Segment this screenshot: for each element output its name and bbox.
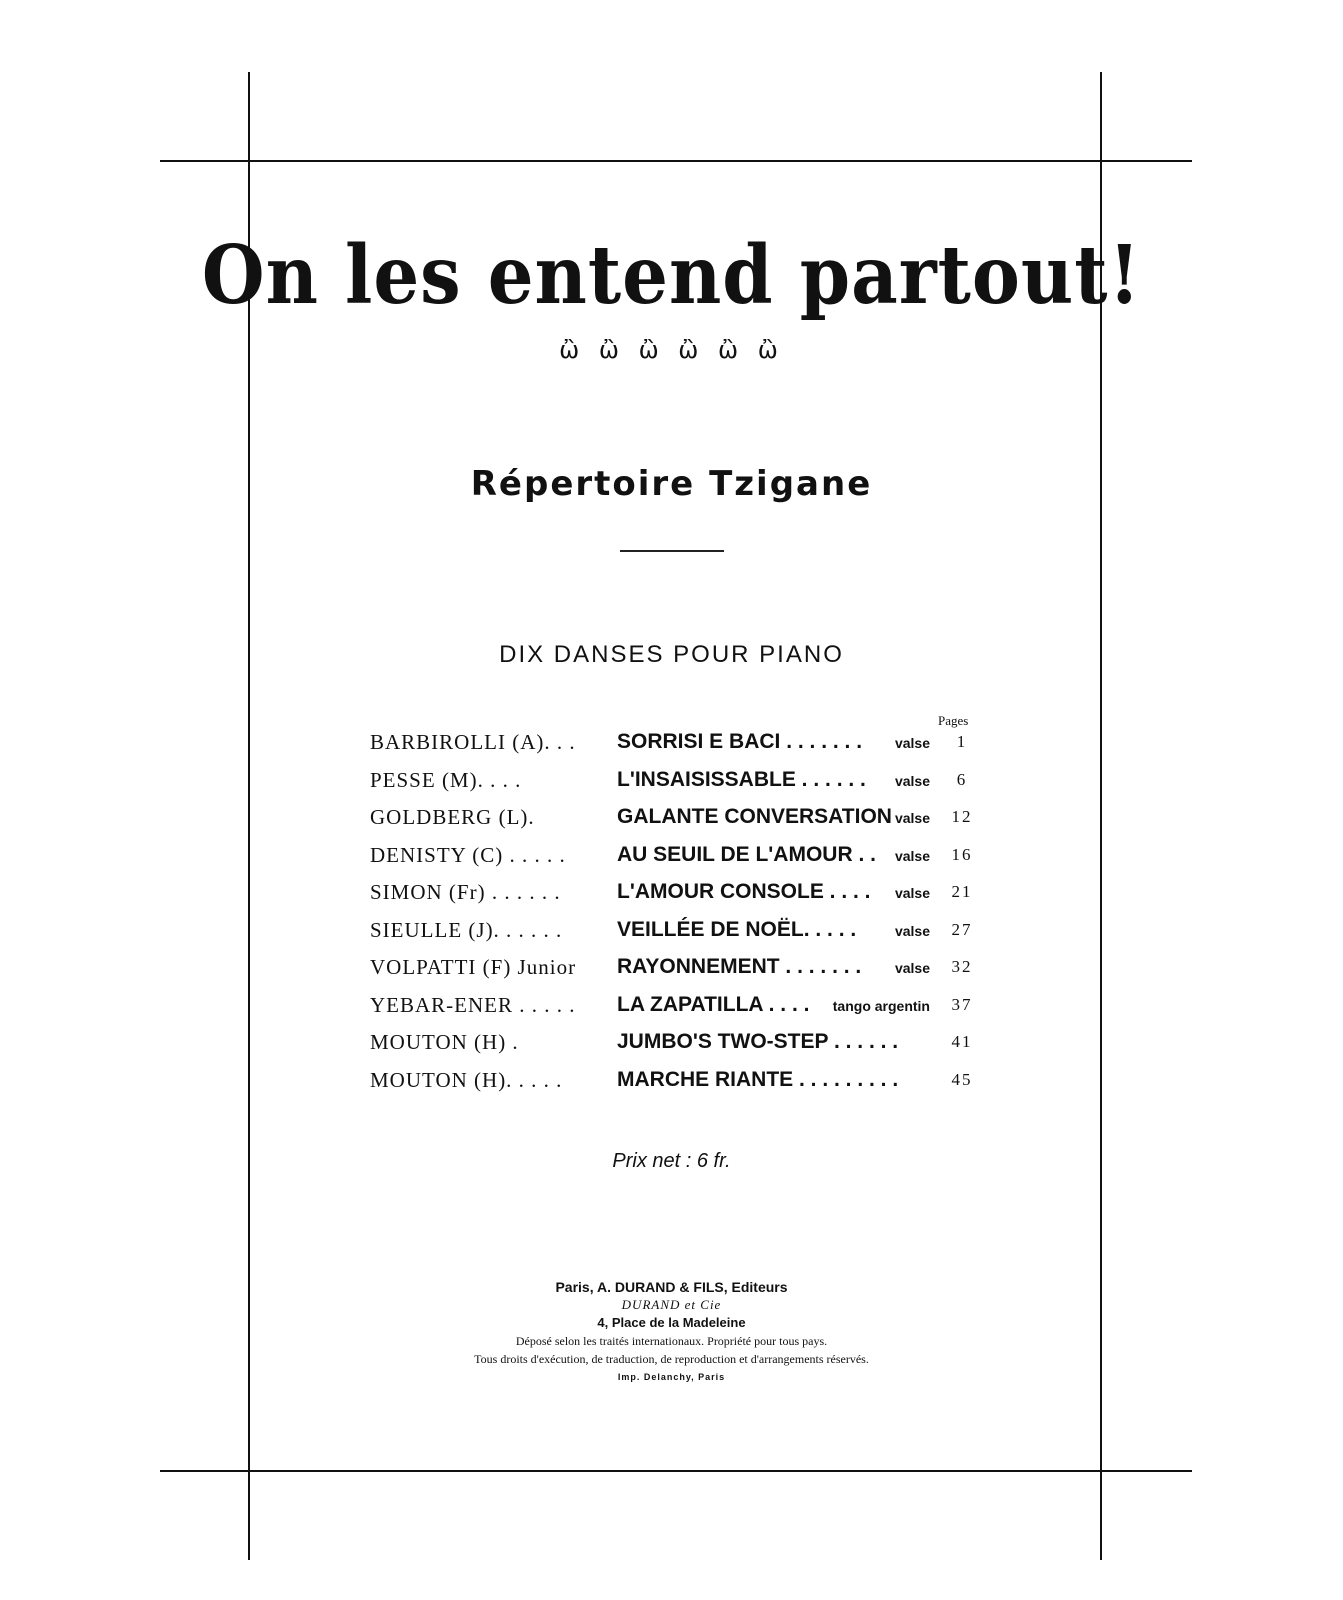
- section-heading: DIX DANSES POUR PIANO: [499, 641, 844, 668]
- composer: DENISTY (C) . . . . .: [370, 842, 566, 867]
- composer: VOLPATTI (F) Junior: [370, 955, 577, 979]
- piece-title: GALANTE CONVERSATION: [617, 805, 892, 828]
- page-number: 37: [951, 994, 973, 1014]
- toc-row: [370, 1064, 980, 1102]
- page-title: On les entend partout!: [201, 226, 1142, 323]
- table-of-contents: [370, 726, 980, 1101]
- toc-row: [370, 1026, 980, 1064]
- page-number: 21: [951, 882, 973, 901]
- price: Prix net : 6 fr.: [612, 1150, 731, 1172]
- dance-type: valse: [894, 960, 930, 976]
- composer: BARBIROLLI (A). . .: [370, 730, 576, 754]
- frame-line-bottom: [160, 1470, 1192, 1472]
- dance-type: valse: [894, 922, 930, 939]
- piece-title: L'INSAISISSABLE . . . . . .: [617, 767, 866, 791]
- page-number: 6: [956, 769, 968, 789]
- printer: Imp. Delanchy, Paris: [617, 1372, 726, 1382]
- toc-row: [370, 801, 980, 839]
- dance-type: valse: [894, 847, 930, 864]
- pages-column-label: Pages: [938, 713, 969, 728]
- piece-title: LA ZAPATILLA . . . .: [617, 992, 810, 1016]
- composer: PESSE (M). . . .: [370, 767, 522, 792]
- composer: SIMON (Fr) . . . . . .: [370, 880, 561, 904]
- legal-notice-1: Déposé selon les traités internationaux. Propriété pour tous pays.: [515, 1334, 828, 1348]
- toc-row: [370, 989, 980, 1027]
- toc-row: [370, 726, 980, 764]
- publisher-address: 4, Place de la Madeleine: [597, 1315, 746, 1330]
- composer: MOUTON (H) .: [370, 1030, 519, 1054]
- page-number: 16: [951, 844, 973, 864]
- piece-title: SORRISI E BACI . . . . . . .: [617, 730, 863, 753]
- dance-type: valse: [894, 735, 930, 751]
- dance-type: valse: [894, 885, 930, 901]
- composer: MOUTON (H). . . . .: [370, 1067, 563, 1092]
- piece-title: VEILLÉE DE NOËL. . . . .: [617, 917, 857, 941]
- composer: GOLDBERG (L).: [370, 805, 535, 829]
- dance-type: valse: [894, 810, 930, 826]
- piece-title: AU SEUIL DE L'AMOUR . .: [617, 842, 876, 866]
- toc-row: [370, 839, 980, 877]
- composer: SIEULLE (J). . . . . .: [370, 917, 563, 942]
- dance-type: valse: [894, 772, 930, 789]
- piece-title: MARCHE RIANTE . . . . . . . . .: [617, 1067, 899, 1091]
- subtitle: Répertoire Tzigane: [470, 464, 873, 504]
- toc-row: [370, 876, 980, 914]
- imprint: [0, 1278, 1343, 1386]
- page-number: 32: [951, 957, 973, 976]
- page-number: 27: [951, 919, 973, 939]
- page-number: 45: [951, 1069, 973, 1089]
- toc-row: [370, 951, 980, 989]
- publisher: Paris, A. DURAND & FILS, Editeurs: [555, 1279, 788, 1295]
- divider: [620, 550, 724, 552]
- piece-title: L'AMOUR CONSOLE . . . .: [617, 880, 871, 903]
- composer: YEBAR-ENER . . . . .: [370, 992, 576, 1017]
- legal-notice-2: Tous droits d'exécution, de traduction, de reproduction et d'arrangements réservés.: [474, 1352, 869, 1366]
- toc-row: [370, 764, 980, 802]
- dance-type: tango argentin: [832, 997, 930, 1014]
- page-number: 12: [951, 807, 973, 826]
- ornament: ὢ ὢ ὢ ὢ ὢ ὢ: [559, 336, 784, 364]
- piece-title: JUMBO'S TWO-STEP . . . . . .: [617, 1030, 899, 1053]
- page-number: 1: [956, 732, 968, 751]
- page-number: 41: [951, 1032, 973, 1051]
- piece-title: RAYONNEMENT . . . . . . .: [617, 955, 862, 978]
- toc-row: [370, 914, 980, 952]
- frame-line-top: [160, 160, 1192, 162]
- publisher-alt: DURAND et Cie: [621, 1297, 722, 1312]
